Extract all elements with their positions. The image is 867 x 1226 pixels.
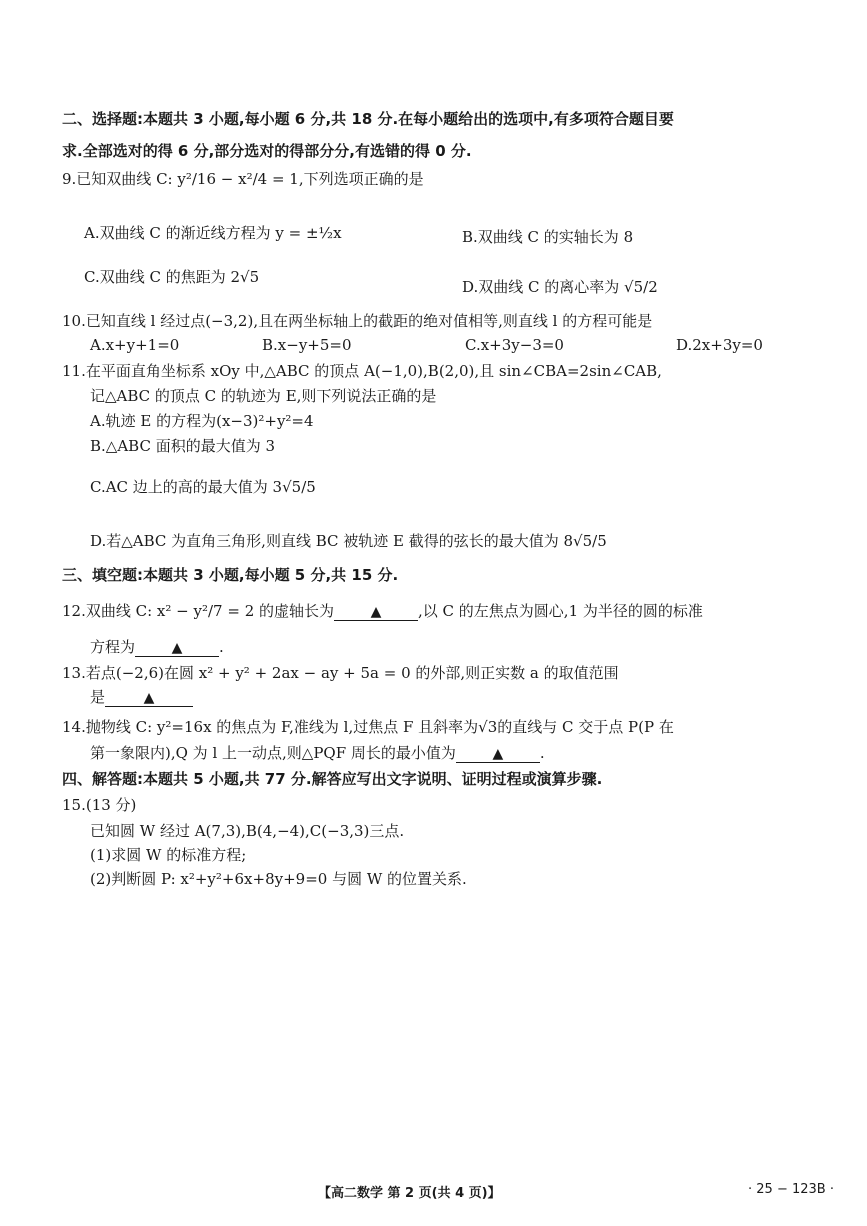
question-10-stem: 10.已知直线 l 经过点(−3,2),且在两坐标轴上的截距的绝对值相等,则直线 l 的方程可能是 [62,312,653,330]
section2-heading-line2: 求.全部选对的得 6 分,部分选对的得部分分,有选错的得 0 分. [62,142,472,160]
question-15-part-1: (1)求圆 W 的标准方程; [90,846,247,864]
question-11-option-a: A.轨迹 E 的方程为(x−3)²+y²=4 [90,412,314,430]
question-12-text-3: 方程为 [90,638,136,656]
blank-marker-icon: ▲ [492,746,504,762]
question-9-option-b: B.双曲线 C 的实轴长为 8 [462,228,634,246]
question-13-line1: 13.若点(−2,6)在圆 x² + y² + 2ax − ay + 5a = 0 的外部,则正实数 a 的取值范围 [62,664,619,682]
question-10-option-a: A.x+y+1=0 [90,336,180,354]
blank-marker-icon: ▲ [370,604,382,620]
answer-blank-12b[interactable] [135,639,219,657]
question-11-stem-line2: 记△ABC 的顶点 C 的轨迹为 E,则下列说法正确的是 [90,387,437,405]
question-11-stem-line1: 11.在平面直角坐标系 xOy 中,△ABC 的顶点 A(−1,0),B(2,0),且 sin∠CBA=2sin∠CAB, [62,362,662,380]
question-12-text-1: 12.双曲线 C: x² − y²/7 = 2 的虚轴长为 [62,602,335,620]
section4-heading: 四、解答题:本题共 5 小题,共 77 分.解答应写出文字说明、证明过程或演算步骤. [62,770,603,788]
page-footer-label: 【高二数学 第 2 页(共 4 页)】 [318,1186,501,1201]
blank-marker-icon: ▲ [171,640,183,656]
question-11-option-c: C.AC 边上的高的最大值为 3√5/5 [90,478,316,496]
question-14-line1: 14.抛物线 C: y²=16x 的焦点为 F,准线为 l,过焦点 F 且斜率为√3的直线与 C 交于点 P(P 在 [62,718,674,736]
question-14-text-3: . [539,744,545,762]
section2-heading-line1: 二、选择题:本题共 3 小题,每小题 6 分,共 18 分.在每小题给出的选项中,有多项符合题目要 [62,110,674,128]
question-11-option-b: B.△ABC 面积的最大值为 3 [90,437,276,455]
question-13-line2 [90,686,193,708]
question-9-option-a: A.双曲线 C 的渐近线方程为 y = ±½x [84,224,342,242]
question-13-text-2: 是 [90,688,106,706]
answer-blank-13[interactable] [105,689,193,707]
question-10-option-d: D.2x+3y=0 [676,336,763,354]
question-9-option-d: D.双曲线 C 的离心率为 √5/2 [462,278,658,296]
question-10-option-b: B.x−y+5=0 [262,336,352,354]
question-15-title: 15.(13 分) [62,796,137,814]
page-footer-code: · 25 − 123B · [748,1182,834,1197]
question-11-option-d: D.若△ABC 为直角三角形,则直线 BC 被轨迹 E 截得的弦长的最大值为 8√5/5 [90,532,607,550]
answer-blank-12a[interactable] [334,603,418,621]
question-12-line2 [90,636,224,658]
question-12-text-2: ,以 C 的左焦点为圆心,1 为半径的圆的标准 [418,602,703,620]
question-12-line1 [62,600,703,622]
question-9-stem: 9.已知双曲线 C: y²/16 − x²/4 = 1,下列选项正确的是 [62,170,424,188]
question-14-line2 [90,742,545,764]
section3-heading: 三、填空题:本题共 3 小题,每小题 5 分,共 15 分. [62,566,399,584]
question-10-option-c: C.x+3y−3=0 [465,336,564,354]
question-15-part-2: (2)判断圆 P: x²+y²+6x+8y+9=0 与圆 W 的位置关系. [90,870,467,888]
question-15-stem: 已知圆 W 经过 A(7,3),B(4,−4),C(−3,3)三点. [90,822,405,840]
question-12-text-4: . [219,638,224,656]
answer-blank-14[interactable] [456,745,540,763]
question-9-option-c: C.双曲线 C 的焦距为 2√5 [84,268,260,286]
blank-marker-icon: ▲ [143,690,155,706]
question-14-text-2: 第一象限内),Q 为 l 上一动点,则△PQF 周长的最小值为 [90,744,456,762]
